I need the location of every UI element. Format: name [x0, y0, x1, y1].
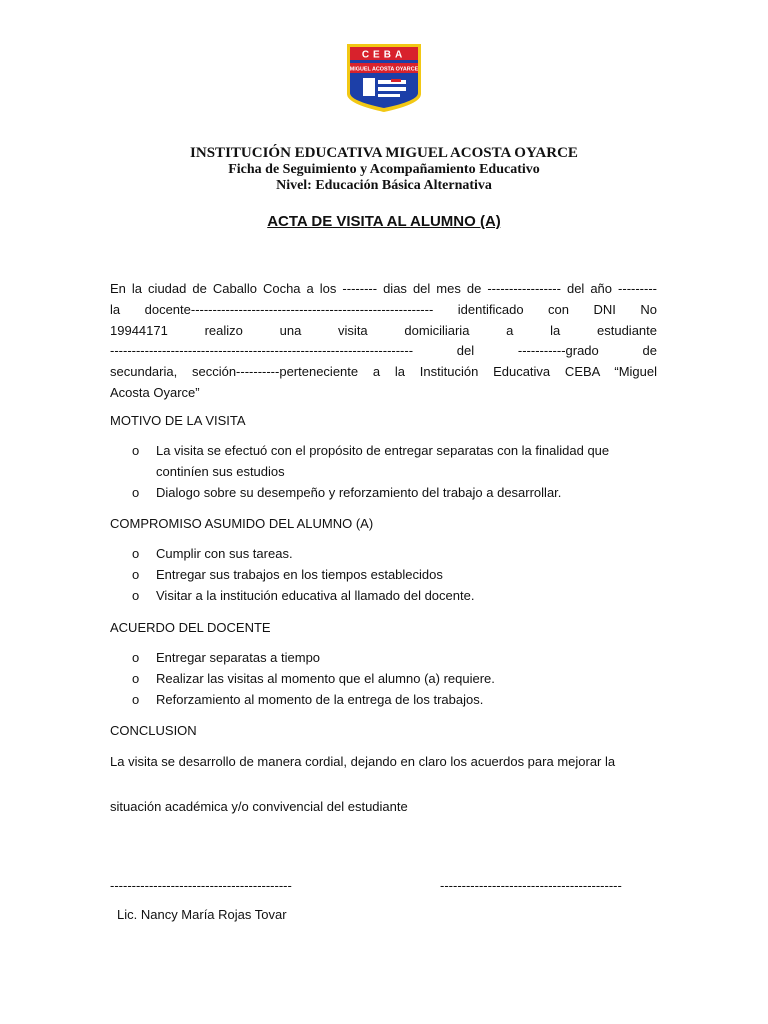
education-level: Nivel: Educación Básica Alternativa [276, 178, 492, 193]
intro-line: la docente-------------------------------------------------------- identificado con DNI No [110, 301, 657, 317]
signature-line-right: ------------------------------------------ [440, 878, 622, 893]
list-item: o Cumplir con sus tareas. [110, 544, 657, 565]
document-header [0, 145, 768, 194]
intro-paragraph [110, 279, 657, 404]
intro-line: Acosta Oyarce” [110, 384, 200, 400]
signature-line-left: ------------------------------------------ [110, 878, 292, 893]
form-subtitle: Ficha de Seguimiento y Acompañamiento Educativo [228, 162, 540, 177]
conclusion-line-2: situación académica y/o convivencial del estudiante [110, 799, 408, 814]
bullet-icon: o [132, 484, 140, 500]
intro-line: ---------------------------------------------------------------------- del -----------grado de [110, 343, 657, 359]
document-title: ACTA DE VISITA AL ALUMNO (A) [267, 213, 501, 230]
intro-line: En la ciudad de Caballo Cocha a los -------- dias del mes de ----------------- del año --------- [110, 281, 657, 296]
institution-name: INSTITUCIÓN EDUCATIVA MIGUEL ACOSTA OYARCE [190, 145, 578, 161]
bullet-icon: o [132, 670, 140, 686]
list-item: o Reforzamiento al momento de la entrega de los trabajos. [110, 690, 657, 711]
crest-band-text: MIGUEL ACOSTA OYARCE [349, 66, 419, 73]
list-item: o Entregar separatas a tiempo [110, 648, 657, 669]
signatory-name: Lic. Nancy María Rojas Tovar [117, 907, 287, 922]
conclusion-line-1: La visita se desarrollo de manera cordial, dejando en claro los acuerdos para mejorar la [110, 754, 616, 769]
bullet-icon: o [132, 691, 140, 707]
motivo-heading: MOTIVO DE LA VISITA [110, 413, 246, 428]
bullet-icon: o [132, 443, 140, 458]
bullet-icon: o [132, 566, 140, 582]
acuerdo-heading: ACUERDO DEL DOCENTE [110, 620, 271, 635]
compromiso-heading: COMPROMISO ASUMIDO DEL ALUMNO (A) [110, 516, 374, 531]
list-item: o Visitar a la institución educativa al llamado del docente. [110, 586, 657, 607]
bullet-icon: o [132, 546, 140, 561]
bullet-icon: o [132, 587, 140, 603]
compromiso-list [110, 544, 657, 606]
intro-line: 19944171 realizo una visita domiciliaria a la estudiante [110, 322, 657, 338]
conclusion-heading: CONCLUSION [110, 723, 197, 738]
school-crest-logo [345, 42, 423, 114]
list-item: o Realizar las visitas al momento que el alumno (a) requiere. [110, 669, 657, 690]
intro-line: secundaria, sección----------perteneciente a la Institución Educativa CEBA “Miguel [110, 364, 657, 380]
bullet-icon: o [132, 650, 140, 665]
motivo-list [110, 441, 657, 503]
list-item: o Dialogo sobre su desempeño y reforzamiento del trabajo a desarrollar. [110, 483, 657, 504]
list-item: o Entregar sus trabajos en los tiempos establecidos [110, 565, 657, 586]
list-item: o La visita se efectuó con el propósito de entregar separatas con la finalidad que continíen sus estudios [132, 443, 610, 479]
acuerdo-list [110, 648, 657, 710]
crest-ceba-text: CEBA [361, 49, 407, 61]
